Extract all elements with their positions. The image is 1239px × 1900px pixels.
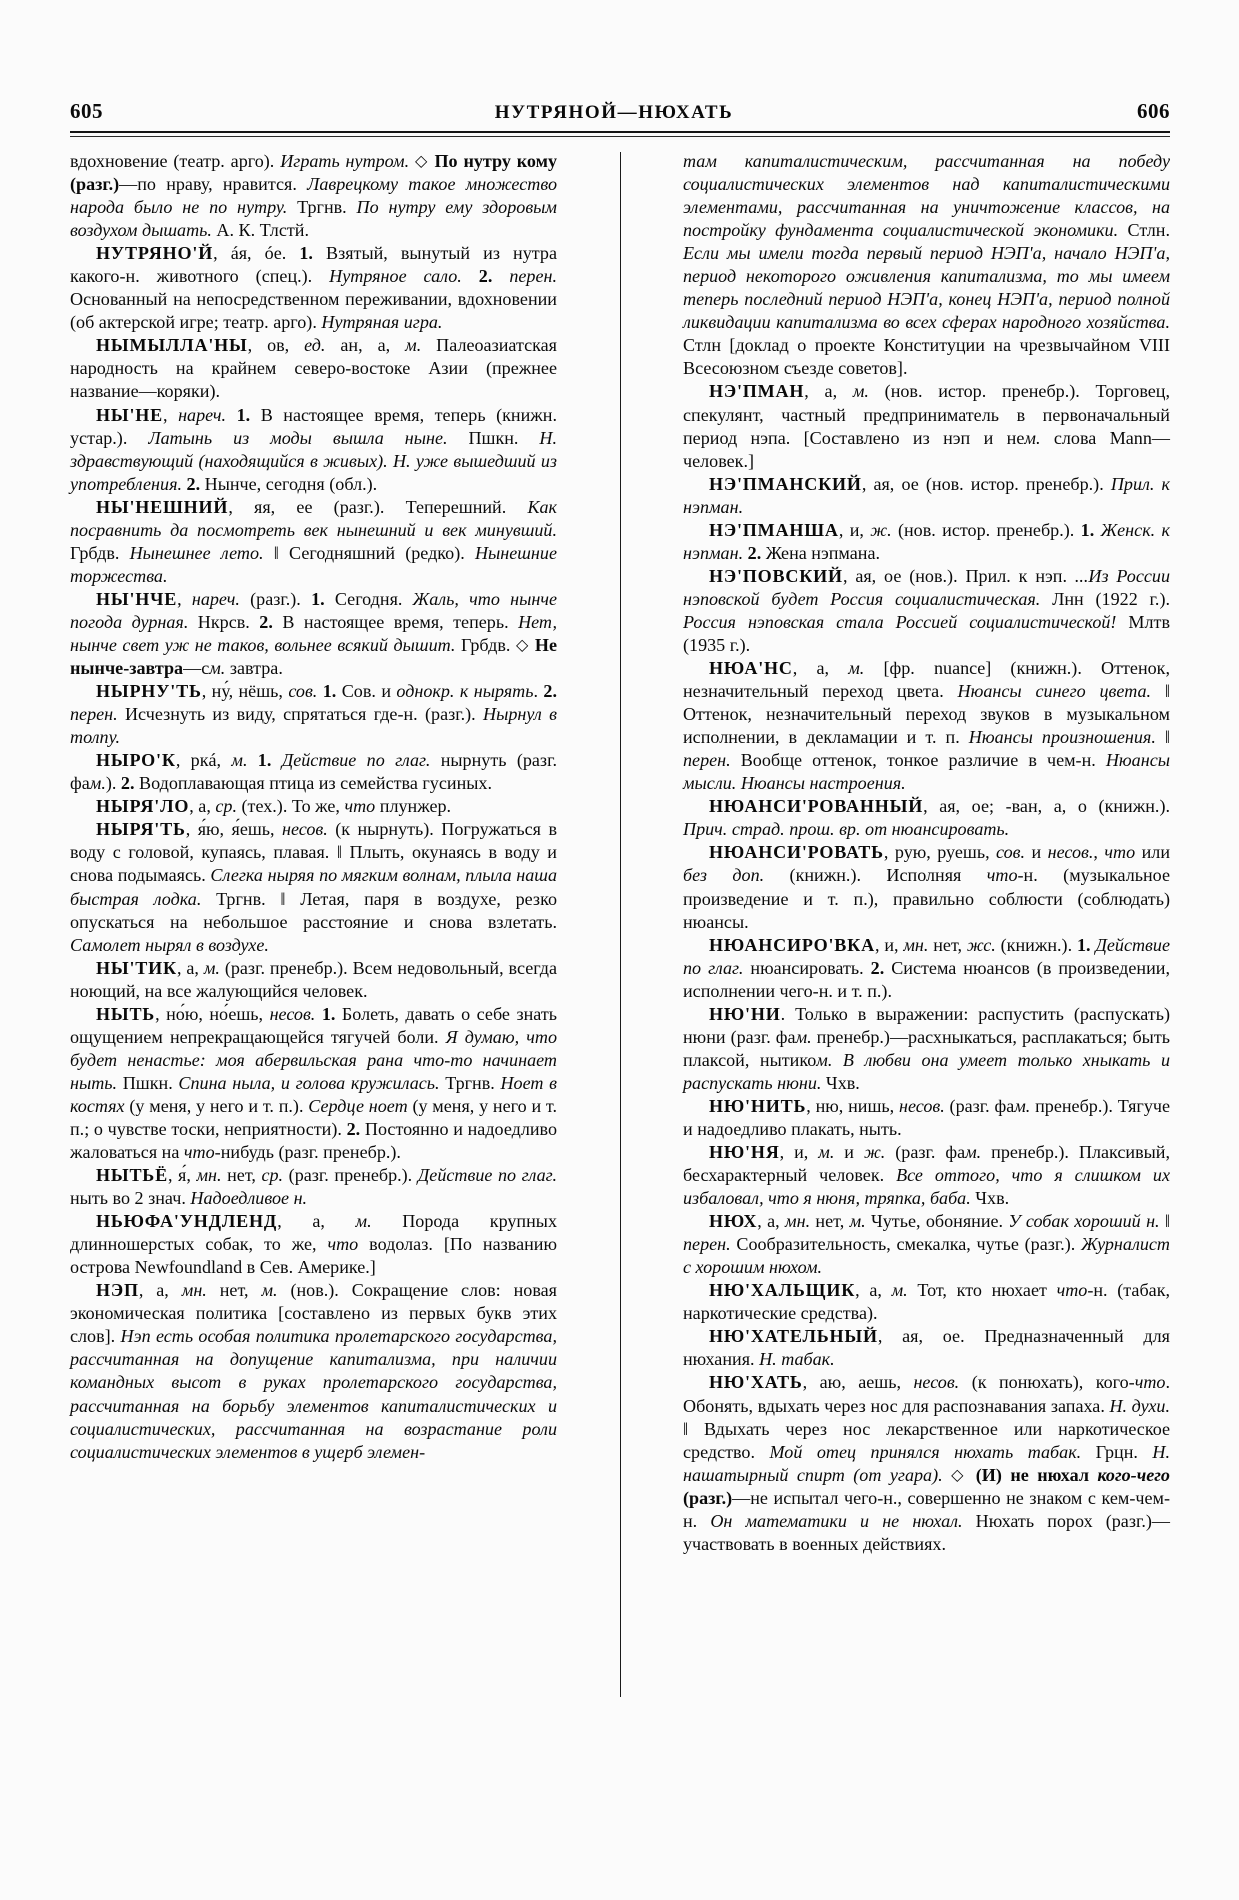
dictionary-entry: НЮ'НИТЬ, ню, нишь, несов. (разг. фам. пренебр.). Тягуче и надоедливо плакать, ныть.	[683, 1095, 1170, 1139]
dictionary-entry: НЮАНСИРО'ВКА, и, мн. нет, жс. (книжн.). 1. Действие по глаг. нюансировать. 2. Система нюансов (в произведении, исполнении чего-н. и т. п.).	[683, 934, 1170, 1001]
dictionary-entry: НЮА'НС, а, м. [фр. nuance] (книжн.). Оттенок, незначительный переход цвета. Нюансы синего цвета. ‖ Оттенок, незначительный переход звуков в музыкальном исполнении, в декламации и т. п. Нюансы произношения. ‖ перен. Вообще оттенок, тонкое различие в чем-н. Нюансы мысли. Нюансы настроения.	[683, 658, 1170, 794]
column-container	[70, 150, 1170, 1840]
dictionary-entry: НЮХ, а, мн. нет, м. Чутье, обоняние. У собак хороший н. ‖ перен. Сообразительность, смекалка, чутье (разг.). Журналист с хорошим нюхом.	[683, 1211, 1171, 1278]
dictionary-entry: НЮ'ХАТЬ, аю, аешь, несов. (к понюхать), кого-что. Обонять, вдыхать через нос для распознавания запаха. Н. духи. ‖ Вдыхать через нос лекарственное или наркотическое средство. Мой отец принялся нюхать табак. Грцн. Н. нашатырный спирт (от угара). ◇ (И) не нюхал кого-чего (разг.)—не испытал чего-н., совершенно не знаком с кем-чем-н. Он математики и не нюхал. Нюхать порох (разг.)—участвовать в военных действиях.	[683, 1372, 1170, 1554]
dictionary-entry: НЮ'НИ. Только в выражении: распустить (распускать) нюни (разг. фам. пренебр.)—расхныкаться, расплакаться; быть плаксой, нытиком. В любви она умеет только хныкать и распускать нюни. Чхв.	[683, 1003, 1170, 1093]
entry-continuation: там капиталистическим, рассчитанная на победу социалистических элементов над капиталистическими элементами, рассчитанная на уничтожение классов, на постройку фундамента социалистической экономики. Стлн. Если мы имели тогда первый период НЭП'а, начало НЭП'а, период некоторого оживления капитализма, то мы имеем теперь последний период НЭП'а, конец НЭП'а, период полной ликвидации капитализма во всех сферах народного хозяйства. Стлн [доклад о проекте Конституции на чрезвычайном VIII Всесоюзном съезде советов].	[683, 151, 1171, 379]
page-title: НУТРЯНОЙ—НЮХАТЬ	[494, 102, 734, 123]
dictionary-entry: НЫМЫЛЛА'НЫ, ов, ед. ан, а, м. Палеоазиатская народность на крайнем северо-востоке Азии (прежнее название—коряки).	[70, 335, 558, 402]
left-column	[70, 150, 557, 1840]
dictionary-entry: НЫРНУ'ТЬ, ну́, нёшь, сов. 1. Сов. и однокр. к нырять. 2. перен. Исчезнуть из виду, спрятаться где-н. (разг.). Нырнул в толпу.	[70, 681, 558, 748]
dictionary-entry: НЮ'НЯ, и, м. и ж. (разг. фам. пренебр.). Плаксивый, бесхарактерный человек. Все оттого, что я слишком их избаловал, что я нюня, тряпка, баба. Чхв.	[683, 1142, 1170, 1209]
dictionary-entry: НЫТЬЁ, я́, мн. нет, ср. (разг. пренебр.). Действие по глаг. ныть во 2 знач. Надоедливое н.	[70, 1165, 557, 1209]
dictionary-entry: НЮ'ХАЛЬЩИК, а, м. Тот, кто нюхает что-н. (табак, наркотические средства).	[683, 1280, 1171, 1324]
folio-right: 606	[1136, 99, 1170, 123]
dictionary-entry: НЫ'НЕ, нареч. 1. В настоящее время, теперь (книжн. устар.). Латынь из моды вышла ныне. Пшкн. Н. здравствующий (находящийся в живых). Н. уже вышедший из употребления. 2. Нынче, сегодня (обл.).	[70, 404, 558, 494]
running-head	[70, 88, 1170, 122]
column-divider	[620, 152, 621, 1697]
dictionary-entry: НЭ'ПОВСКИЙ, ая, ое (нов.). Прил. к нэп. ...Из России нэповской будет Россия социалистическая. Лнн (1922 г.). Россия нэповская стала Россией социалистической! Млтв (1935 г.).	[683, 565, 1171, 655]
entry-continuation: вдохновение (театр. арго). Играть нутром. ◇ По нутру кому (разг.)—по нраву, нравится. Лаврецкому такое множество народа было не по нутру. Тргнв. По нутру ему здоровым воздухом дышать. А. К. Тлстй.	[70, 151, 558, 241]
dictionary-entry: НЮ'ХАТЕЛЬНЫЙ, ая, ое. Предназначенный для нюхания. Н. табак.	[683, 1326, 1170, 1370]
dictionary-entry: НЭ'ПМАН, а, м. (нов. истор. пренебр.). Торговец, спекулянт, частный предприниматель в первоначальный период нэпа. [Составлено из нэп и нем. слова Mann—человек.]	[683, 381, 1170, 471]
header-rule-secondary	[70, 136, 1170, 137]
dictionary-entry: НЮАНСИ'РОВАТЬ, рую, руешь, сов. и несов., что или без доп. (книжн.). Исполняя что-н. (музыкальное произведение и т. п.), правильно соблюсти (соблюдать) нюансы.	[683, 842, 1170, 932]
dictionary-entry: НЭ'ПМАНША, и, ж. (нов. истор. пренебр.). 1. Женск. к нэпман. 2. Жена нэпмана.	[683, 519, 1170, 563]
dictionary-entry: НЫ'НЧЕ, нареч. (разг.). 1. Сегодня. Жаль, что нынче погода дурная. Нкрсв. 2. В настоящее время, теперь. Нет, нынче свет уж не таков, вольнее всякий дышит. Грбдв. ◇ Не нынче-завтра—см. завтра.	[70, 588, 558, 679]
dictionary-entry: НЫРЯ'ТЬ, я́ю, я́ешь, несов. (к нырнуть). Погружаться в воду с головой, купаясь, плавая. ‖ Плыть, окунаясь в воду и снова подымаясь. Слегка ныряя по мягким волнам, плыла наша быстрая лодка. Тргнв. ‖ Летая, паря в воздухе, резко опускаться на небольшое расстояние и снова взлетать. Самолет нырял в воздухе.	[70, 819, 558, 955]
header-rule	[70, 131, 1170, 133]
dictionary-entry: НЬЮФА'УНДЛЕНД, а, м. Порода крупных длинношерстых собак, то же, что водолаз. [По названию острова Newfoundland в Сев. Америке.]	[70, 1211, 558, 1278]
dictionary-entry: НЫ'ТИК, а, м. (разг. пренебр.). Всем недовольный, всегда ноющий, на все жалующийся человек.	[70, 957, 557, 1001]
dictionary-entry: НЫТЬ, но́ю, но́ешь, несов. 1. Болеть, давать о себе знать ощущением непрекращающейся тягучей боли. Я думаю, что будет ненастье: моя абервильская рана что-то начинает ныть. Пшкн. Спина ныла, и голова кружилась. Тргнв. Ноет в костях (у меня, у него и т. п.). Сердце ноет (у меня, у него и т. п.; о чувстве тоски, неприятности). 2. Постоянно и надоедливо жаловаться на что-нибудь (разг. пренебр.).	[70, 1003, 557, 1163]
dictionary-entry: НЫ'НЕШНИЙ, яя, ее (разг.). Теперешний. Как посравнить да посмотреть век нынешний и век минувший. Грбдв. Нынешнее лето. ‖ Сегодняшний (редко). Нынешние торжества.	[70, 496, 557, 586]
dictionary-entry: НЫРЯ'ЛО, а, ср. (тех.). То же, что плунжер.	[96, 796, 452, 817]
folio-left: 605	[70, 99, 103, 123]
dictionary-entry: НЮАНСИ'РОВАННЫЙ, ая, ое; -ван, а, о (книжн.). Прич. страд. прош. вр. от нюансировать.	[683, 796, 1170, 840]
dictionary-entry: НЭП, а, мн. нет, м. (нов.). Сокращение слов: новая экономическая политика [составлено из первых букв этих слов]. Нэп есть особая политика пролетарского государства, рассчитанная на допущение капитализма, при наличии командных высот в руках пролетарского государства, рассчитанная на борьбу элементов капиталистических и социалистических, рассчитанная на возрастание роли социалистических элементов в ущерб элемен-	[70, 1280, 558, 1462]
dictionary-entry: НУТРЯНО'Й, áя, óе. 1. Взятый, вынутый из нутра какого-н. животного (спец.). Нутряное сало. 2. перен. Основанный на непосредственном переживании, вдохновении (об актерской игре; театр. арго). Нутряная игра.	[70, 243, 557, 333]
right-column	[683, 150, 1170, 1840]
dictionary-entry: НЭ'ПМАНСКИЙ, ая, ое (нов. истор. пренебр.). Прил. к нэпман.	[683, 473, 1170, 517]
dictionary-entry: НЫРО'К, ркá, м. 1. Действие по глаг. нырнуть (разг. фам.). 2. Водоплавающая птица из семейства гусиных.	[70, 750, 557, 794]
